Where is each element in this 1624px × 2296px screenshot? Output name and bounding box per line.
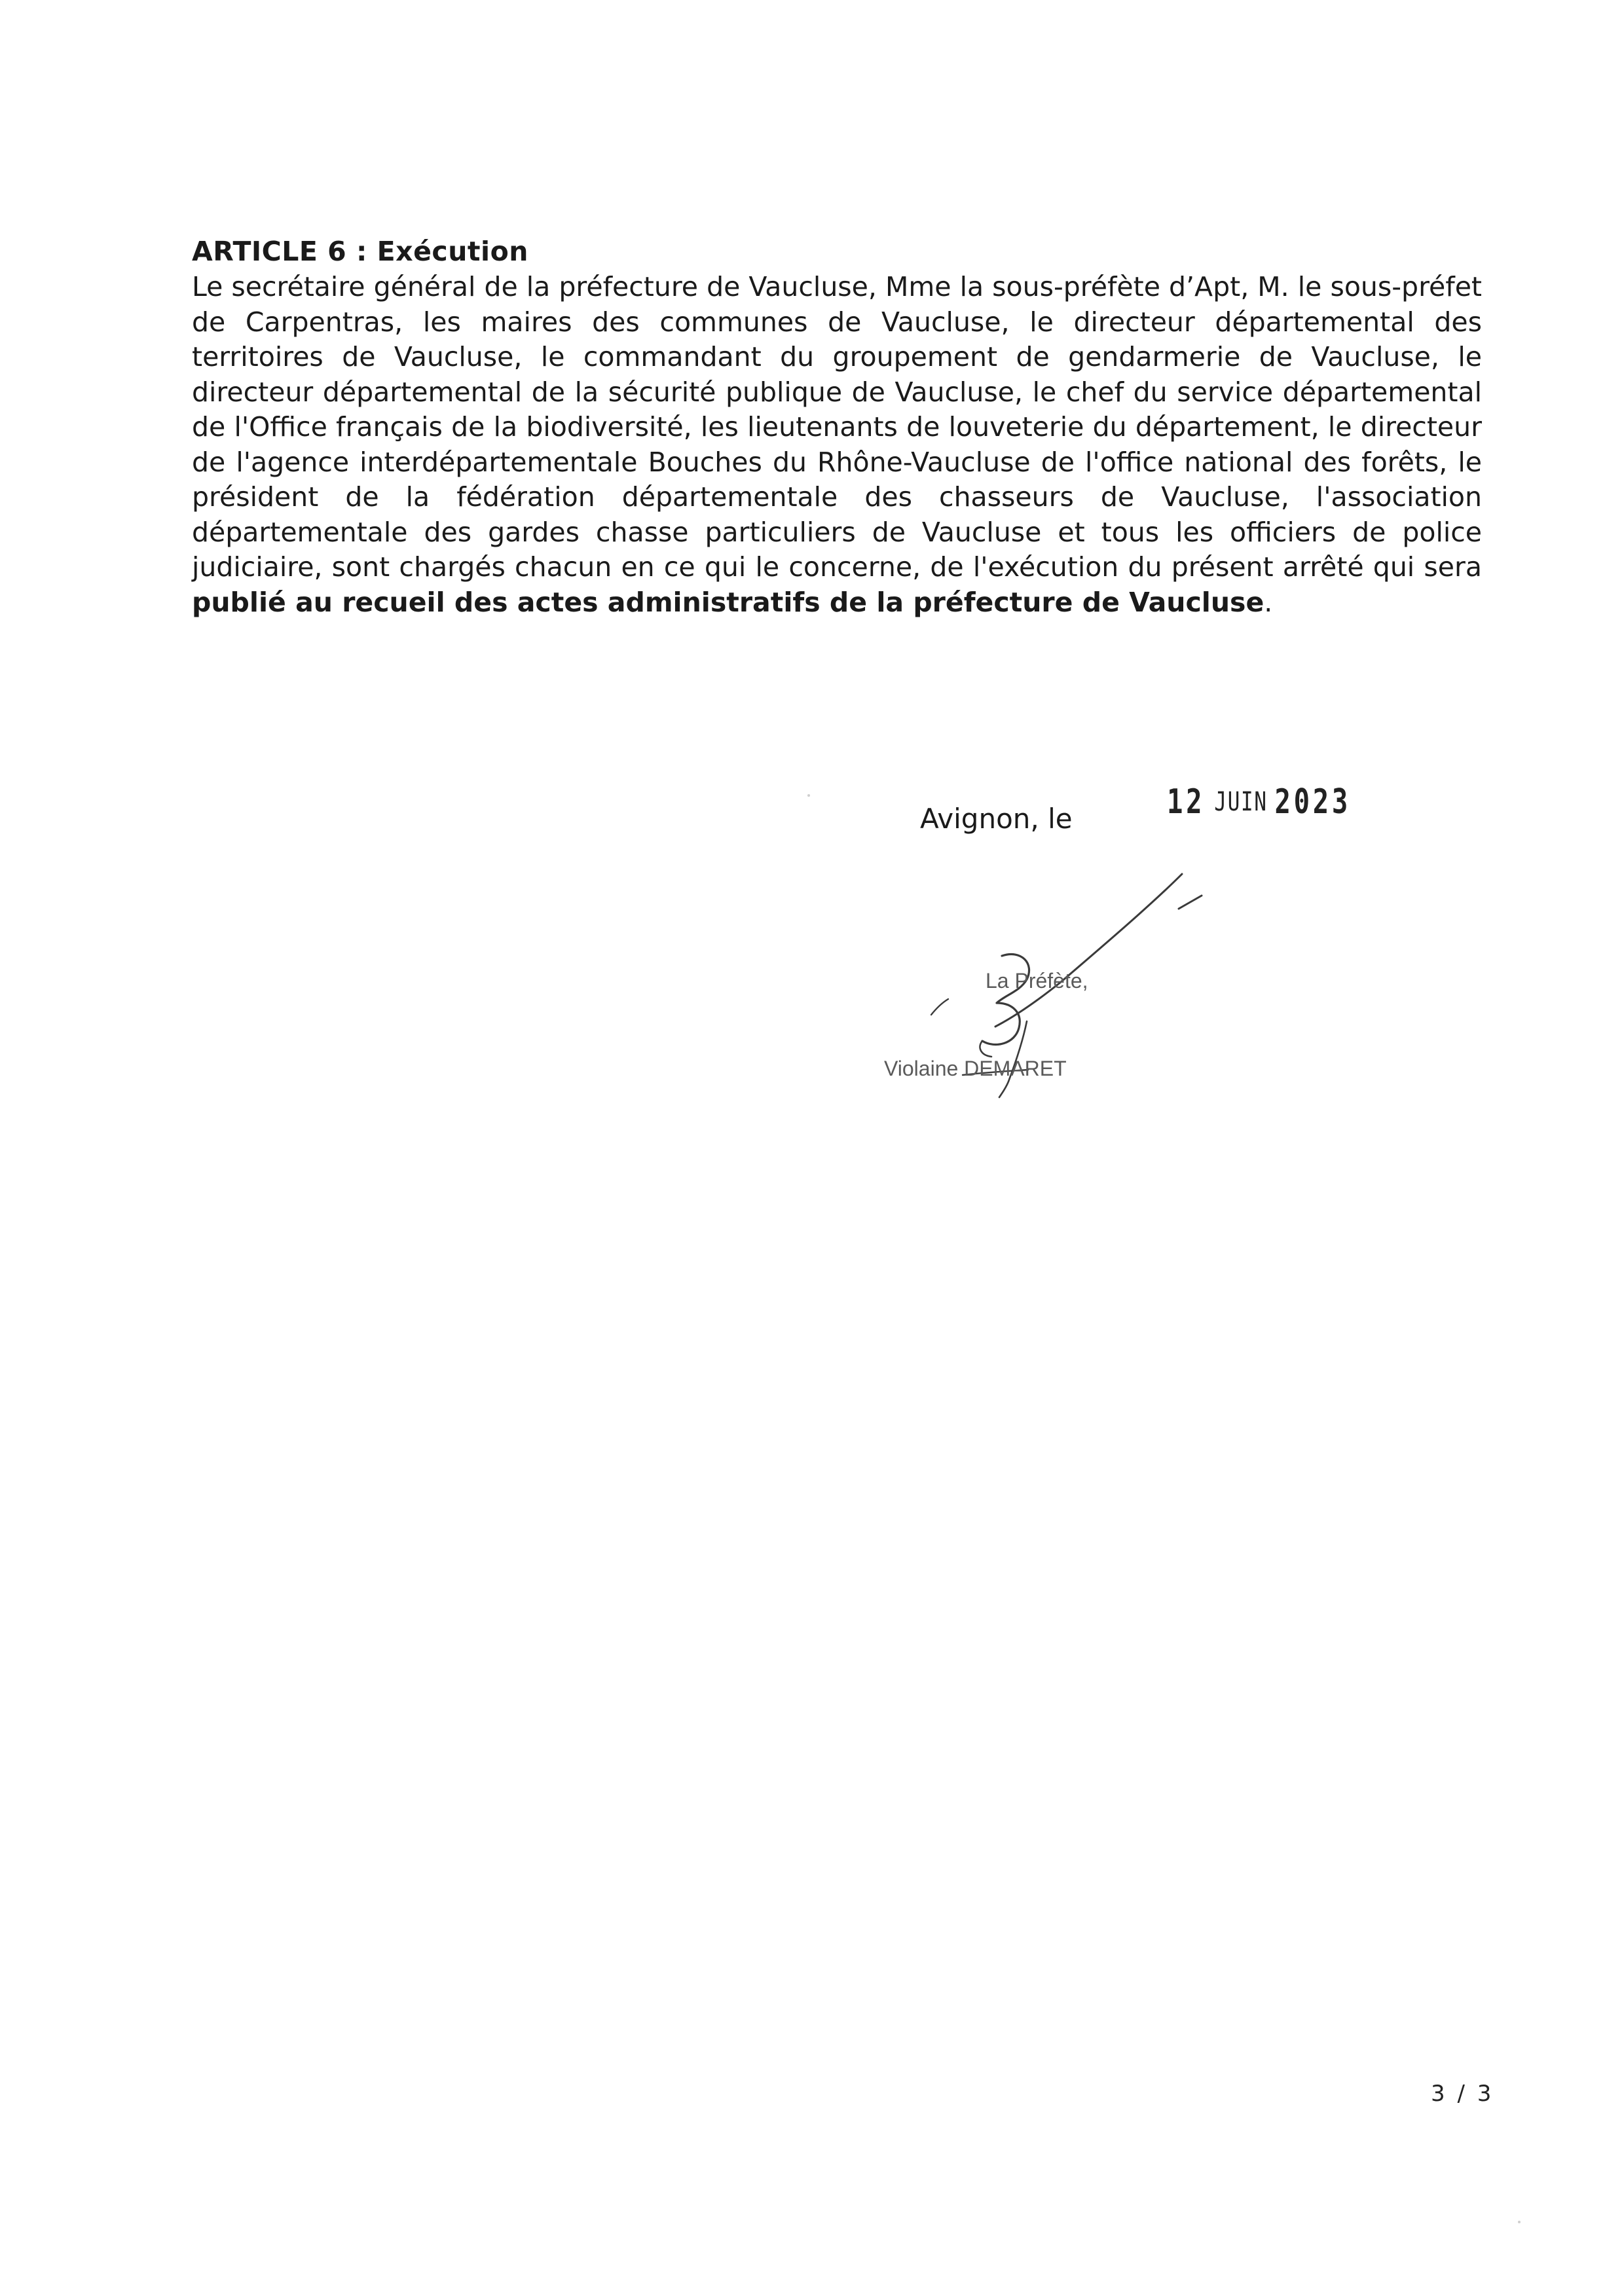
page-number: 3 / 3 <box>1431 2081 1494 2107</box>
article-6 <box>192 234 1482 620</box>
article-heading <box>192 234 1482 268</box>
date-day: 12 <box>1167 782 1206 822</box>
article-heading-separator: : <box>346 236 377 267</box>
date-stamp <box>1167 782 1351 822</box>
article-body-text: Le secrétaire général de la préfecture de Vaucluse, Mme la sous-préfète d’Apt, M. le sous-préfet de Carpentras, les maires des communes de Vaucluse, le directeur départemental des territoires de Vaucluse, le commandant du groupement de gendarmerie de Vaucluse, le directeur départemental de la sécurité publique de Vaucluse, le chef du service départemental de l'Office français de la biodiversité, les lieutenants de louveterie du département, le directeur de l'agence interdépartementale Bouches du Rhône-Vaucluse de l'office national des forêts, le président de la fédération départementale des chasseurs de Vaucluse, l'association départementale des gardes chasse particuliers de Vaucluse et tous les officiers de police judiciaire, sont chargés chacun en ce qui le concerne, de l'exécution du présent arrêté qui sera <box>192 271 1482 583</box>
signer-name: Violaine DEMARET <box>884 1057 1067 1080</box>
article-title: Exécution <box>377 236 528 267</box>
article-body <box>192 270 1482 620</box>
date-year: 2023 <box>1274 782 1351 822</box>
article-label: ARTICLE 6 <box>192 236 347 267</box>
article-body-end: . <box>1264 586 1273 618</box>
scan-speck <box>807 794 810 797</box>
signer-title: La Préfète, <box>986 969 1088 993</box>
date-month: JUIN <box>1214 787 1268 817</box>
article-body-emphasis: publié au recueil des actes administratifs de la préfecture de Vaucluse <box>192 586 1264 618</box>
place-label: Avignon, le <box>920 803 1073 835</box>
scan-speck <box>1518 2221 1521 2223</box>
